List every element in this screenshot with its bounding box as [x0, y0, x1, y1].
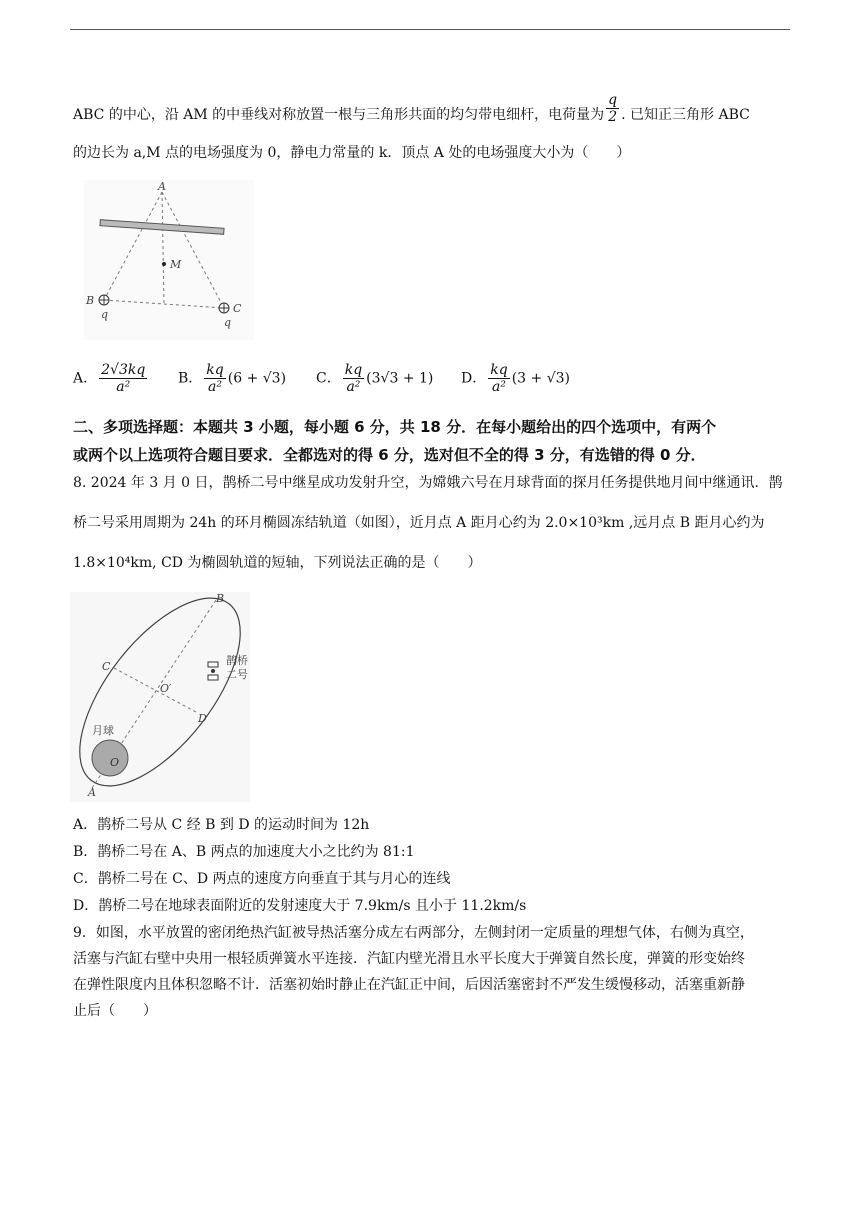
q7-option-d: D． $\frac{kq}{\text{a²}}$ (3 + √3) [461, 362, 570, 395]
label-q-b: q [101, 308, 109, 321]
q8-orbit-figure [70, 592, 250, 802]
q8-option-b: B．鹊桥二号在 A、B 两点的加速度大小之比约为 81:1 [73, 844, 415, 860]
label-c: C [102, 660, 111, 673]
label-q-c: q [224, 316, 232, 329]
q8-option-d: D．鹊桥二号在地球表面附近的发射速度大于 7.9km/s 且小于 11.2km/s [73, 898, 527, 914]
label-o-prime: O′ [160, 682, 172, 695]
label-sat-2: 二号 [226, 668, 248, 681]
label-moon: 月球 [92, 724, 114, 737]
q7-line2: 的边长为 a,M 点的电场强度为 0，静电力常量的 k．顶点 A 处的电场强度大小为（ ） [73, 145, 631, 161]
label-o: O [110, 756, 120, 769]
label-b: B [86, 294, 95, 307]
q8-option-c: C．鹊桥二号在 C、D 两点的速度方向垂直于其与月心的连线 [73, 871, 451, 887]
header-rule [70, 29, 790, 30]
q7-option-c: C． $\frac{kq}{\text{a²}}$ (3√3 + 1) [316, 362, 434, 395]
q7-line1-tail: . 已知正三角形 ABC [621, 107, 750, 123]
q7-option-b: B． $\frac{kq}{\text{a²}}$ (6 + √3) [178, 362, 287, 395]
q7-line1: ABC 的中心，沿 AM 的中垂线对称放置一根与三角形共面的均匀带电细杆，电荷量为 [73, 107, 605, 123]
label-a: A [88, 786, 96, 799]
q9-line3: 在弹性限度内且体积忽略不计．活塞初始时静止在汽缸正中间，后因活塞密封不严发生缓慢移动，活塞重新静 [73, 977, 745, 993]
point-m [162, 262, 166, 266]
section2-line2: 或两个以上选项符合题目要求．全都选对的得 6 分，选对但不全的得 3 分，有选错的得 0 分． [73, 446, 706, 464]
q8-line2: 桥二号采用周期为 24h 的环月椭圆冻结轨道（如图），近月点 A 距月心约为 2.0×10³km ,远月点 B 距月心约为 [73, 515, 765, 531]
label-sat-1: 鹊桥 [226, 654, 248, 667]
label-m: M [170, 258, 182, 271]
q8-line1: 8. 2024 年 3 月 0 日，鹊桥二号中继星成功发射升空，为嫦娥六号在月球背面的探月任务提供地月间中继通讯．鹊 [73, 475, 783, 491]
label-a: A [158, 180, 166, 193]
q7-option-a: A． $\frac{2√3kq}{\text{a²}}$ [73, 362, 146, 395]
label-c: C [233, 302, 242, 315]
label-d: D [198, 712, 207, 725]
q9-line1: 9．如图，水平放置的密闭绝热汽缸被导热活塞分成左右两部分，左侧封闭一定质量的理想气体，右侧为真空， [73, 925, 754, 941]
label-b: B [216, 592, 225, 605]
q7-triangle-figure [84, 180, 254, 340]
q8-line3: 1.8×10⁴km, CD 为椭圆轨道的短轴，下列说法正确的是（ ） [73, 555, 482, 571]
charge-fraction: $\frac{q}{2}$ [608, 91, 618, 125]
q8-option-a: A．鹊桥二号从 C 经 B 到 D 的运动时间为 12h [73, 817, 370, 833]
q9-line2: 活塞与汽缸右壁中央用一根轻质弹簧水平连接．汽缸内壁光滑且水平长度大于弹簧自然长度，弹簧的形变始终 [73, 951, 745, 967]
section2-line1: 二、多项选择题：本题共 3 小题，每小题 6 分，共 18 分．在每小题给出的四个选项中，有两个 [73, 418, 717, 436]
q9-line4: 止后（ ） [73, 1003, 157, 1019]
